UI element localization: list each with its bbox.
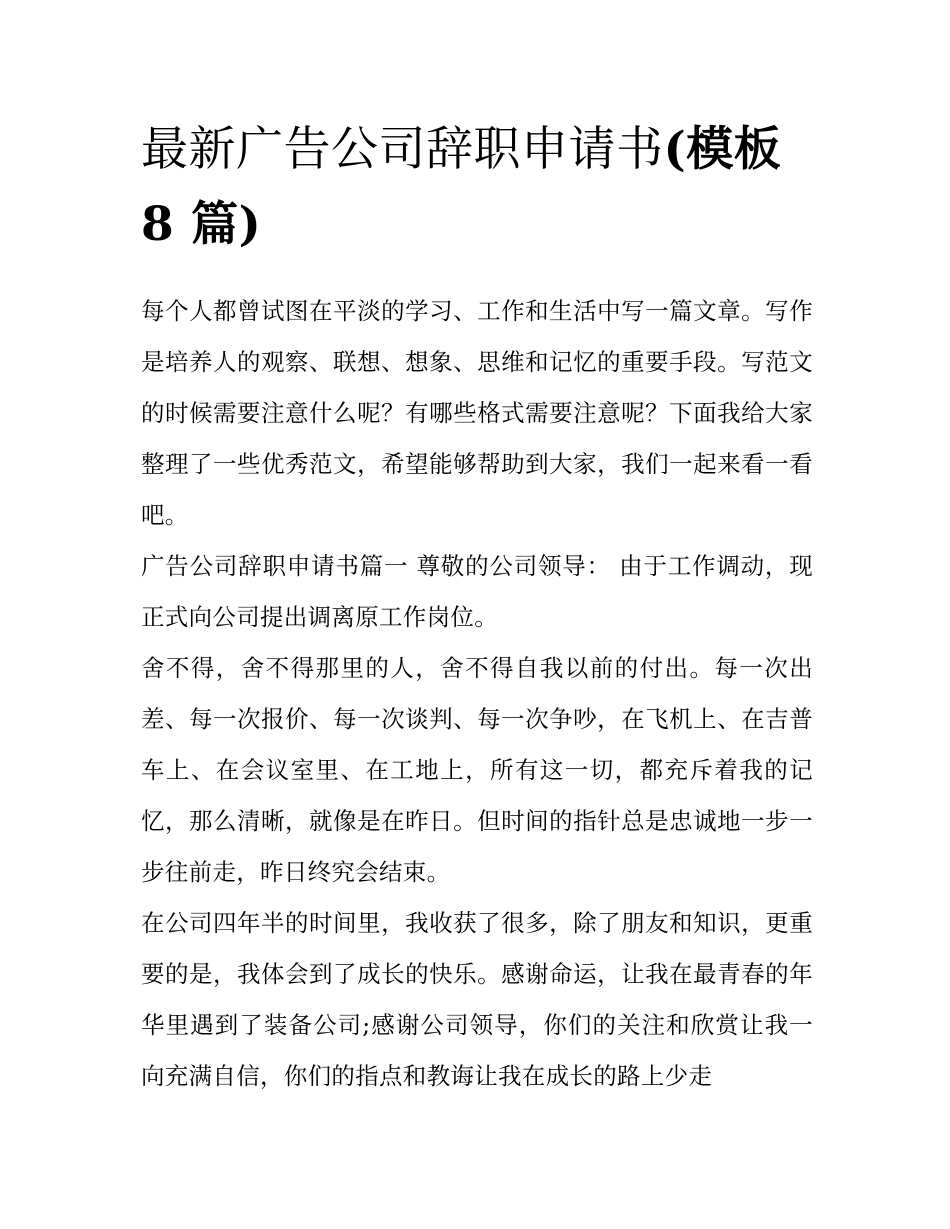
paragraph-salutation: 广告公司辞职申请书篇一 尊敬的公司领导： 由于工作调动，现正式向公司提出调离原工作岗位。 [141,552,813,631]
paragraph-intro: 每个人都曾试图在平淡的学习、工作和生活中写一篇文章。写作是培养人的观察、联想、想象、思维和记忆的重要手段。写范文的时候需要注意什么呢？有哪些格式需要注意呢？下面我给大家整理了一些优秀范文，希望能够帮助到大家，我们一起来看一看吧。 [141,297,813,529]
paragraph-reluctance: 舍不得，舍不得那里的人，舍不得自我以前的付出。每一次出差、每一次报价、每一次谈判、每一次争吵，在飞机上、在吉普车上、在会议室里、在工地上，所有这一切，都充斥着我的记忆，那么清晰，就像是在昨日。但时间的指针总是忠诚地一步一步往前走，昨日终究会结束。 [141,654,813,886]
paragraph-gratitude: 在公司四年半的时间里，我收获了很多，除了朋友和知识，更重要的是，我体会到了成长的快乐。感谢命运，让我在最青春的年华里遇到了装备公司;感谢公司领导，你们的关注和欣赏让我一向充满自信，你们的指点和教诲让我在成长的路上少走 [141,909,813,1090]
title-text: 最新广告公司辞职申请书 [141,122,664,177]
document-page [141,112,813,1102]
title-suffix: (模板 8 篇) [141,122,782,252]
document-title [141,112,813,262]
